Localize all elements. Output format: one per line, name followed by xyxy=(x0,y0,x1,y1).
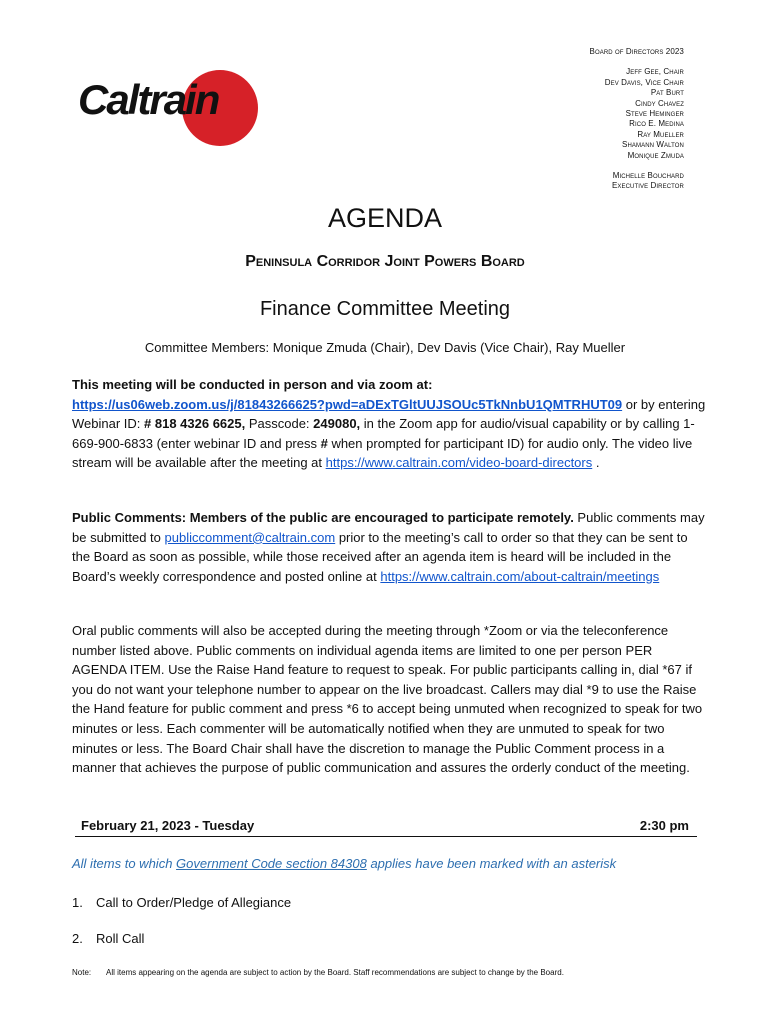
board-member: Cindy Chavez xyxy=(635,98,684,108)
asterisk-note-text: applies have been marked with an asterisk xyxy=(366,856,617,871)
meeting-time: 2:30 pm xyxy=(639,818,689,833)
board-heading: Board of Directors 2023 xyxy=(589,47,684,56)
public-comments-label: Public Comments: Members of the public are encouraged to participate remotely. xyxy=(72,510,574,525)
meeting-date-row xyxy=(75,816,697,837)
meeting-title: Finance Committee Meeting xyxy=(259,298,511,320)
public-comments-paragraph xyxy=(72,508,706,586)
agenda-item-number: 2. xyxy=(72,931,83,946)
executive-title: Executive Director xyxy=(611,181,684,191)
board-member: Jeff Gee, Chair xyxy=(626,67,684,77)
agenda-item xyxy=(72,895,291,910)
executive-name: Michelle Bouchard xyxy=(612,171,684,181)
zoom-link[interactable]: https://us06web.zoom.us/j/81843266625?pwd=aDExTGltUUJSOUc5TkNnbU1QMTRHUT09 xyxy=(72,396,623,412)
meetings-link[interactable]: https://www.caltrain.com/about-caltrain/meetings xyxy=(380,568,660,584)
zoom-paragraph xyxy=(72,375,706,473)
public-comments-text: Public comments may be submitted to xyxy=(72,510,705,545)
government-code-link[interactable]: Government Code section 84308 xyxy=(176,856,367,871)
passcode: 249080, xyxy=(313,416,361,432)
agenda-item-number: 1. xyxy=(72,895,83,910)
zoom-end: . xyxy=(592,455,600,471)
board-member: Ray Mueller xyxy=(637,129,684,139)
board-name: Peninsula Corridor Joint Powers Board xyxy=(245,253,525,270)
logo-text: Caltrain xyxy=(78,76,219,123)
agenda-item xyxy=(72,931,144,946)
hash-symbol: # xyxy=(320,435,328,451)
board-member: Dev Davis, Vice Chair xyxy=(604,77,684,87)
zoom-text: or by entering Webinar ID: xyxy=(72,396,706,432)
agenda-item-label: Roll Call xyxy=(96,931,145,946)
board-roster xyxy=(590,47,684,192)
asterisk-note-text: All items to which xyxy=(72,856,177,871)
webinar-id: # 818 4326 6625, xyxy=(144,416,246,432)
passcode-label: Passcode: xyxy=(245,416,314,432)
caltrain-logo xyxy=(78,70,248,150)
meeting-date: February 21, 2023 - Tuesday xyxy=(81,818,255,833)
agenda-item-label: Call to Order/Pledge of Allegiance xyxy=(96,895,292,910)
zoom-text: when prompted for participant ID) for audio only. The video live stream will be available after the meeting at xyxy=(72,435,693,471)
agenda-title: AGENDA xyxy=(327,203,443,233)
board-member: Pat Burt xyxy=(650,88,684,98)
public-comment-email-link[interactable]: publiccomment@caltrain.com xyxy=(164,529,336,545)
board-member: Monique Zmuda xyxy=(627,150,684,160)
board-member: Shamann Walton xyxy=(622,140,684,150)
footer-note xyxy=(72,968,564,977)
video-stream-link[interactable]: https://www.caltrain.com/video-board-directors xyxy=(325,455,593,471)
asterisk-note xyxy=(72,856,616,871)
committee-members: Committee Members: Monique Zmuda (Chair), Dev Davis (Vice Chair), Ray Mueller xyxy=(144,340,626,355)
zoom-intro: This meeting will be conducted in person and via zoom at: xyxy=(72,377,433,392)
public-comments-text: prior to the meeting’s call to order so that they can be sent to the Board as soon as possible, while those received after an agenda item is heard will be included in the Board’s weekly correspondence and posted online at xyxy=(72,529,688,584)
zoom-text: in the Zoom app for audio/visual capability or by calling 1-669-900-6833 (enter webinar ID and press xyxy=(72,416,695,451)
note-label: Note: xyxy=(72,968,92,977)
oral-comments-paragraph: Oral public comments will also be accepted during the meeting through *Zoom or via the teleconference number listed above. Public comments on individual agenda items are limited to one per person PER AGENDA ITEM. Use the Raise Hand feature to request to speak. For public participants calling in, dial *67 if you do not want your telephone number to appear on the live broadcast. Callers may dial *9 to use the Raise the Hand feature for public comment and press *6 to accept being unmuted when recognized to speak for two minutes or less. Each commenter will be automatically notified when they are unmuted to speak for two minutes or less. The Board Chair shall have the discretion to manage the Public Comment process in a manner that achieves the purpose of public communication and assures the orderly conduct of the meeting. xyxy=(72,623,703,776)
board-member: Steve Heminger xyxy=(625,109,684,119)
board-member: Rico E. Medina xyxy=(629,119,684,129)
note-text: All items appearing on the agenda are subject to action by the Board. Staff recommendations are subject to change by the Board. xyxy=(106,968,564,977)
